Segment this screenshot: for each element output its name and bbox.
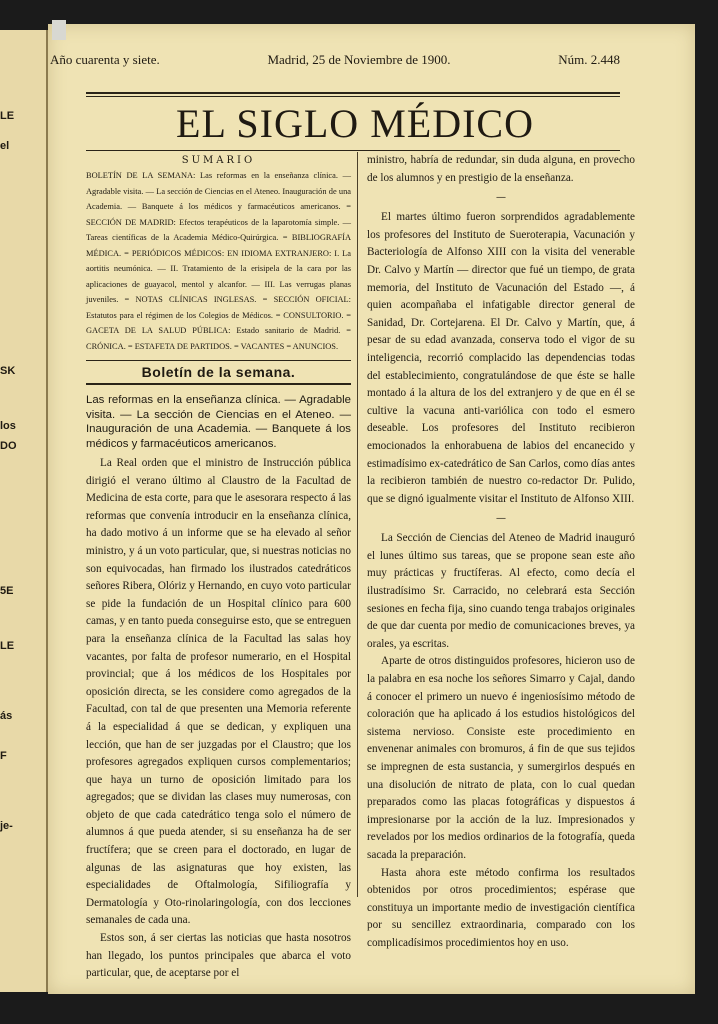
article-paragraph: Aparte de otros distinguidos profesores, hicieron uso de la palabra en esa noche los señores Simarro y Cajal, dando á conocer el primero un nuevo é ingeniosísimo método de coloración que ha aplicado á los estudios histológicos del sistema nervioso. Consiste este procedimiento en envenenar animales con bromuros, á fin de que sus tejidos se impregnen de esta sustancia, y sumergirlos después en una disolución de nitrato de plata, con lo cual quedan preparados como las placas fotográficas y dispuestos á impresionarse por la acción de la luz. Impresionados y revelados por los medios ordinarios de la fotografía, queda sacada la preparación. xyxy=(367,655,635,861)
section-rule xyxy=(86,383,351,385)
section-rule xyxy=(86,360,351,361)
masthead-rule-thin xyxy=(86,96,620,97)
left-column xyxy=(86,155,351,983)
sumario-text: BOLETÍN DE LA SEMANA: Las reformas en la enseñanza clínica. — Agradable visita. — La sección de Ciencias en el Ateneo. Inauguración de una Academia. — Banquete á los médicos y farmacéuticos americanos. = SECCIÓN DE MADRID: Efectos terapéuticos de la laparotomía simple. — Tareas científicas de la Academia Médico-Quirúrgica. = BIBLIOGRAFÍA MÉDICA. = PERIÓDICOS MÉDICOS: EN IDIOMA EXTRANJERO: I. La aortitis neumónica. — II. Tratamiento de la erisipela de la cara por las aplicaciones de guayacol, mentol y alcanfor. — III. Las verrugas planas juveniles. = NOTAS CLÍNICAS INGLESAS. = SECCIÓN OFICIAL: Estatutos para el régimen de los Colegios de Médicos. = CONSULTORIO. = GACETA DE LA SALUD PÚBLICA: Estado sanitario de Madrid. = CRÓNICA. = ESTAFETA DE PARTIDOS. = VACANTES = ANUNCIOS. xyxy=(86,171,351,351)
issue-number: Núm. 2.448 xyxy=(558,52,620,67)
facing-page-fragment: F xyxy=(0,750,7,762)
issue-date: Madrid, 25 de Noviembre de 1900. xyxy=(267,52,451,67)
column-divider xyxy=(357,152,358,897)
sumario-heading: SUMARIO xyxy=(181,155,256,166)
article-paragraph: La Real orden que el ministro de Instrucción pública dirigió el verano último al Claustro de la Facultad de Medicina de esta corte, para que le asesorara respecto á las reformas que convenía introducir en la enseñanza clínica, ha dado motivo á un informe que se ha elevado al señor ministro, y á un voto particular, que, si nuestras noticias no son equivocadas, han firmado los ilustrados catedráticos señores Ribera, Olóriz y Hernando, en cuyo voto particular se pide la fundación de un Hospital clínico para 600 camas, y en tanto pueda conseguirse esto, que se entreguen para la enseñanza clínica de la Facultad las salas hoy vacantes, por falta de profesor numerario, en el Hospital provincial; que á los médicos de los Hospitales por oposición directa, se les considere como agregados de la Facultad, con tal de que presenten una Memoria referente á la especialidad á que se dedican, y expliquen una lección, que han de ser juzgadas por el Claustro; que los profesores agregados expliquen cursos complementarios; que haya un turno de oposición limitado para los agregados; que se dividan las clases muy numerosas, con objeto de que cada catedrático tenga solo el número de alumnos á que pueda atender, si su enseñanza ha de ser fructífera; que se creen para el doctorado, en lugar de algunas de las asignaturas que hoy existen, las especialidades de Oftalmología, Sifiliografía y Dermatología y Oto-rinolaringología, con dos lecciones semanales de cada una. xyxy=(86,457,351,927)
facing-page-fragment: LE xyxy=(0,110,15,122)
separator-dash: — xyxy=(496,192,506,204)
section-lead: Las reformas en la enseñanza clínica. — Agradable visita. — La sección de Ciencias en el Ateneo. — Inauguración de una Academia. — Banquete á los médicos y farmacéuticos americanos. xyxy=(86,394,351,450)
masthead-info xyxy=(50,52,620,68)
facing-page-fragment: DO xyxy=(0,440,17,452)
facing-page-fragment: 5E xyxy=(0,585,14,597)
facing-page-fragment: je- xyxy=(0,820,13,832)
facing-page-fragment: los xyxy=(0,420,16,432)
facing-page-fragment: LE xyxy=(0,640,15,652)
facing-page-edge xyxy=(0,30,49,992)
volume-year: Año cuarenta y siete. xyxy=(50,52,160,67)
right-column xyxy=(367,152,635,953)
section-title: Boletín de la semana. xyxy=(141,364,296,380)
title-rule xyxy=(86,150,620,151)
article-paragraph: ministro, habría de redundar, sin duda alguna, en provecho de los alumnos y en prestigio de la enseñanza. xyxy=(367,154,635,184)
facing-page-fragment: ás xyxy=(0,710,13,722)
article-paragraph: Hasta ahora este método confirma los resultados obtenidos por otros procedimientos; espérase que constituya un importante medio de investigación científica por su sencillez extraordinaria, comparado con los complicadísimos procedimientos hoy en uso. xyxy=(367,866,635,949)
article-paragraph: La Sección de Ciencias del Ateneo de Madrid inauguró el lunes último sus tareas, que se propone sean este año muy prácticas y fructíferas. Al efecto, como decía el ilustradísimo Sr. Carracido, no celebrará esta Sección sesiones en fecha fija, sino cuando tenga trabajos originales de que dar cuenta por medio de comunicaciones breves, ya orales, ya escritas. xyxy=(367,532,635,650)
paper-tab xyxy=(52,20,66,40)
facing-page-fragment: SK xyxy=(0,365,16,377)
article-paragraph: Estos son, á ser ciertas las noticias que hasta nosotros han llegado, los puntos principales que abarca el voto particular, que, de aceptarse por el xyxy=(86,932,351,980)
facing-page-fragment: el xyxy=(0,140,10,152)
newspaper-title: EL SIGLO MÉDICO xyxy=(176,101,534,146)
article-paragraph: El martes último fueron sorprendidos agradablemente los profesores del Instituto de Sueroterapia, Vacunación y Bacteriología de Alfonso XIII con la visita del venerable Dr. Calvo y Martín — director que fué un tiempo, de grata memoria, del Instituto de Vacunación del Estado —, á quien acompañaba el infatigable director general de Sanidad, Dr. Cortejarena. El Dr. Calvo y Martín, que, á pesar de su edad avanzada, conserva todo el vigor de su inteligencia, recorrió complacido las dependencias todas del establecimiento, congratulándose de que éste se halle montado á la altura de los del extranjero y de que en él se cultive la vacuna anti-variólica con todo el esmero deseable. Los profesores del Instituto recibieron emocionados la enhorabuena de labios del encanecido y estimadísimo ex-catedrático de San Carlos, como días antes la recibieron también de nuestro co-redactor Dr. Pulido, que se dignó igualmente visitar el Instituto de Alfonso XIII. xyxy=(367,211,635,505)
masthead-rule-top xyxy=(86,92,620,94)
separator-dash: — xyxy=(496,513,506,525)
